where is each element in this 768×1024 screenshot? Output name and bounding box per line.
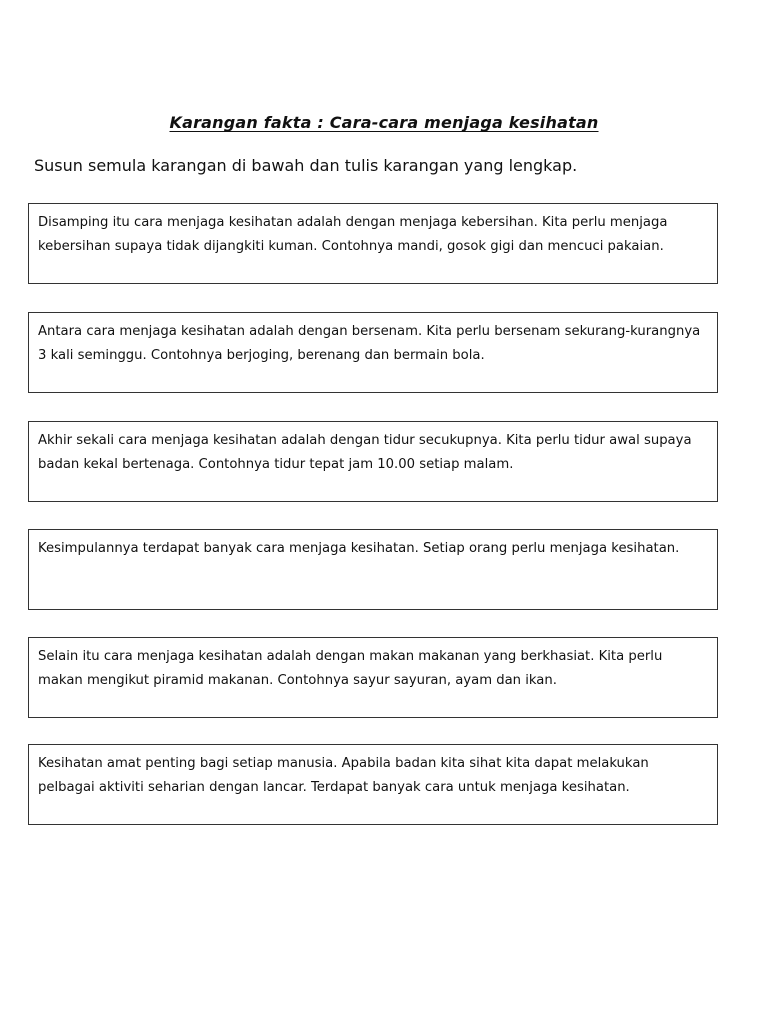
paragraph-box-3: Akhir sekali cara menjaga kesihatan adalah dengan tidur secukupnya. Kita perlu tidur awal supaya badan kekal bertenaga. Contohnya tidur tepat jam 10.00 setiap malam. — [28, 421, 718, 502]
paragraph-box-6: Kesihatan amat penting bagi setiap manusia. Apabila badan kita sihat kita dapat melakukan pelbagai aktiviti seharian dengan lancar. Terdapat banyak cara untuk menjaga kesihatan. — [28, 744, 718, 825]
instruction-text: Susun semula karangan di bawah dan tulis karangan yang lengkap. — [34, 156, 578, 175]
paragraph-box-2: Antara cara menjaga kesihatan adalah dengan bersenam. Kita perlu bersenam sekurang-kurangnya 3 kali seminggu. Contohnya berjoging, berenang dan bermain bola. — [28, 312, 718, 393]
document-title: Karangan fakta : Cara-cara menjaga kesihatan — [169, 113, 599, 132]
paragraph-box-1: Disamping itu cara menjaga kesihatan adalah dengan menjaga kebersihan. Kita perlu menjaga kebersihan supaya tidak dijangkiti kuman. Contohnya mandi, gosok gigi dan mencuci pakaian. — [28, 203, 718, 284]
paragraph-box-5: Selain itu cara menjaga kesihatan adalah dengan makan makanan yang berkhasiat. Kita perlu makan mengikut piramid makanan. Contohnya sayur sayuran, ayam dan ikan. — [28, 637, 718, 718]
paragraph-box-4: Kesimpulannya terdapat banyak cara menjaga kesihatan. Setiap orang perlu menjaga kesihatan. — [28, 529, 718, 610]
